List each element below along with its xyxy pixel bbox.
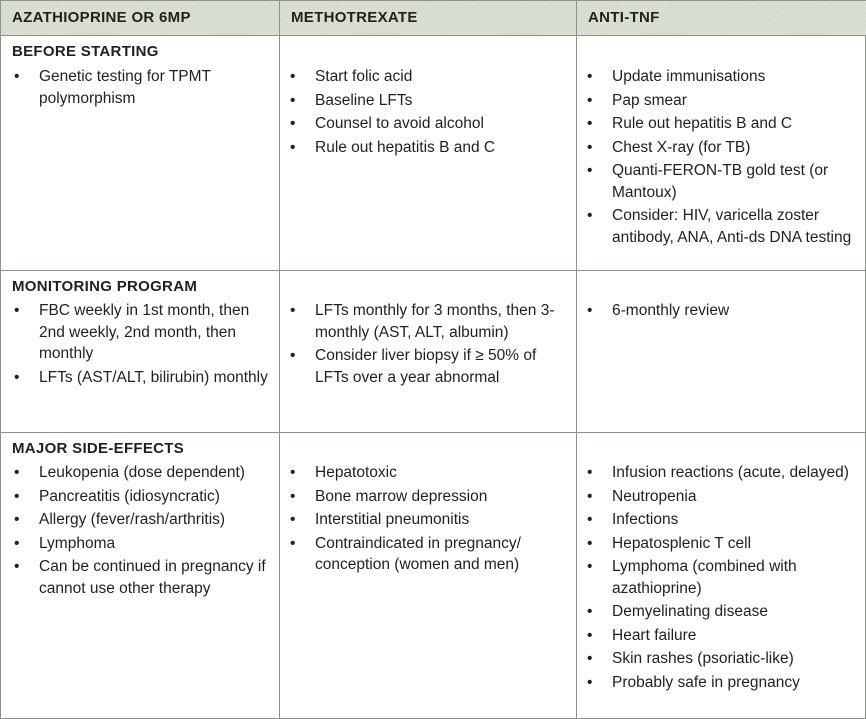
table-header-row	[1, 0, 866, 35]
list-item: • Skin rashes (psoriatic-like)	[585, 648, 855, 670]
list-item: • Demyelinating disease	[585, 601, 855, 623]
list-item: • Genetic testing for TPMT polymorphism	[12, 66, 274, 109]
list-item: • FBC weekly in 1st month, then 2nd weekly, 2nd month, then monthly	[12, 300, 274, 365]
column-header-azathioprine: AZATHIOPRINE OR 6MP	[12, 9, 191, 26]
list-item: • Heart failure	[585, 625, 855, 647]
list-item: • 6-monthly review	[585, 300, 855, 322]
list-item: • Consider: HIV, varicella zoster antibody, ANA, Anti-ds DNA testing	[585, 205, 855, 248]
list-item: • Chest X-ray (for TB)	[585, 137, 855, 159]
list-item: • Counsel to avoid alcohol	[288, 113, 570, 135]
side-effects-methotrexate-list	[288, 462, 570, 578]
column-header-anti-tnf: ANTI-TNF	[588, 9, 660, 26]
list-item: • Start folic acid	[288, 66, 570, 88]
list-item: • Leukopenia (dose dependent)	[12, 462, 274, 484]
list-item: • Update immunisations	[585, 66, 855, 88]
before-starting-azathioprine-list	[12, 66, 274, 111]
before-starting-methotrexate-list	[288, 66, 570, 160]
list-item: • Allergy (fever/rash/arthritis)	[12, 509, 274, 531]
column-divider	[576, 0, 577, 719]
before-starting-anti-tnf-list	[585, 66, 855, 250]
list-item: • Infections	[585, 509, 855, 531]
row-divider	[1, 35, 866, 36]
list-item: • Infusion reactions (acute, delayed)	[585, 462, 855, 484]
list-item: • LFTs (AST/ALT, bilirubin) monthly	[12, 367, 274, 389]
list-item: • Pancreatitis (idiosyncratic)	[12, 486, 274, 508]
side-effects-anti-tnf-list	[585, 462, 855, 695]
column-divider	[279, 0, 280, 719]
list-item: • LFTs monthly for 3 months, then 3-monthly (AST, ALT, albumin)	[288, 300, 570, 343]
section-title-major-side-effects: MAJOR SIDE-EFFECTS	[12, 440, 185, 457]
list-item: • Hepatotoxic	[288, 462, 570, 484]
list-item: • Hepatosplenic T cell	[585, 533, 855, 555]
list-item: • Baseline LFTs	[288, 90, 570, 112]
list-item: • Rule out hepatitis B and C	[585, 113, 855, 135]
list-item: • Probably safe in pregnancy	[585, 672, 855, 694]
row-divider	[1, 0, 866, 1]
monitoring-azathioprine-list	[12, 300, 274, 390]
list-item: • Neutropenia	[585, 486, 855, 508]
side-effects-azathioprine-list	[12, 462, 274, 601]
list-item: • Lymphoma	[12, 533, 274, 555]
monitoring-methotrexate-list	[288, 300, 570, 390]
section-title-monitoring-program: MONITORING PROGRAM	[12, 278, 198, 295]
list-item: • Rule out hepatitis B and C	[288, 137, 570, 159]
list-item: • Contraindicated in pregnancy/ conception (women and men)	[288, 533, 570, 576]
column-header-methotrexate: METHOTREXATE	[291, 9, 418, 26]
list-item: • Lymphoma (combined with azathioprine)	[585, 556, 855, 599]
list-item: • Consider liver biopsy if ≥ 50% of LFTs over a year abnormal	[288, 345, 570, 388]
list-item: • Can be continued in pregnancy if cannot use other therapy	[12, 556, 274, 599]
list-item: • Interstitial pneumonitis	[288, 509, 570, 531]
monitoring-anti-tnf-list	[585, 300, 855, 324]
row-divider	[1, 432, 866, 433]
row-divider	[1, 270, 866, 271]
section-title-before-starting: BEFORE STARTING	[12, 43, 159, 60]
list-item: • Bone marrow depression	[288, 486, 570, 508]
list-item: • Quanti-FERON-TB gold test (or Mantoux)	[585, 160, 855, 203]
list-item: • Pap smear	[585, 90, 855, 112]
